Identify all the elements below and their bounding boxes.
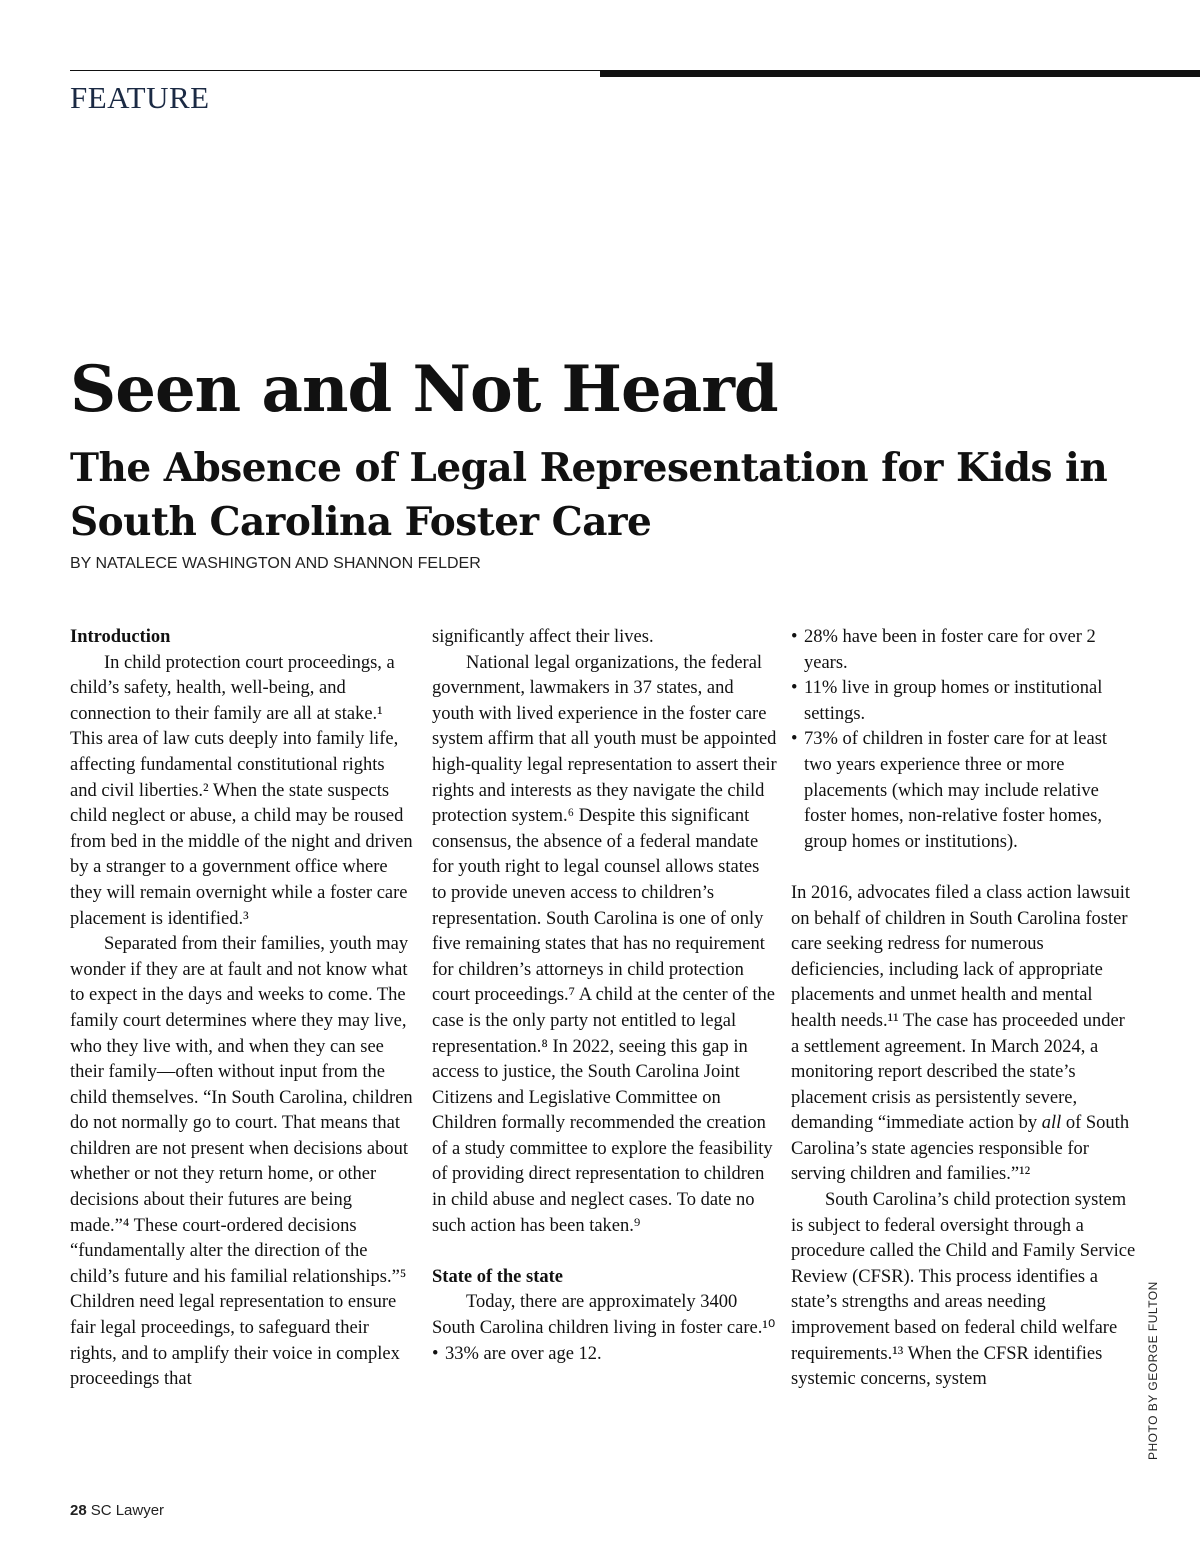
list-item: • 33% are over age 12. — [432, 1342, 777, 1368]
page-footer — [70, 1502, 164, 1519]
paragraph: National legal organizations, the federal government, lawmakers in 37 states, and youth with lived experience in the foster care system affirm that all youth must be appointed high-quality legal representation to assert their rights and interests as they navigate the child protection system.⁶ Despite this significant consensus, the absence of a federal mandate for youth right to legal counsel allows states to provide uneven access to children’s representation. South Carolina is one of only five remaining states that has no requirement for children’s attorneys in child protection court proceedings.⁷ A child at the center of the case is the only party not entitled to legal representation.⁸ In 2022, seeing this gap in access to justice, the South Carolina Joint Citizens and Legislative Committee on Children formally recommended the creation of a study committee to explore the feasibility of providing direct representation to children in child abuse and neglect cases. To date no such action has been taken.⁹ — [432, 652, 777, 1236]
paragraph: Separated from their families, youth may wonder if they are at fault and not know what to expect in the days and weeks to come. The family court determines where they may live, who they live with, and when they can see their family—often without input from the child themselves. “In South Carolina, children do not normally go to court. That means that children are not present when decisions about whether or not they return home, or other decisions about their futures are being made.”⁴ These court-ordered decisions “fundamentally alter the direction of the child’s future and his familial relationships.”⁵ Children need legal representation to ensure fair legal proceedings, to safeguard their rights, and to amplify their voice in complex proceedings that — [70, 934, 413, 1390]
paragraph-text: In 2016, advocates filed a class action lawsuit on behalf of children in South Carolina foster care seeking redress for numerous deficiencies, including lack of appropriate placements and unmet health and mental health needs.¹¹ The case has proceeded under a settlement agreement. In March 2024, a monitoring report described the state’s placement crisis as persistently severe, demanding “immediate action by — [791, 882, 1131, 1134]
emphasis: all — [1041, 1113, 1062, 1134]
paragraph: Today, there are approximately 3400 South Carolina children living in foster care.¹⁰ — [432, 1292, 776, 1339]
statistics-list — [432, 1342, 777, 1368]
byline: BY NATALECE WASHINGTON AND SHANNON FELDER — [70, 555, 481, 572]
list-item: • 11% live in group homes or institutional settings. — [791, 676, 1136, 727]
column-1 — [70, 625, 415, 1393]
page-number: 28 — [70, 1502, 87, 1519]
section-label: FEATURE — [70, 80, 210, 115]
article-title: Seen and Not Heard — [70, 352, 778, 427]
statistics-list-continued — [791, 625, 1136, 855]
heading-introduction: Introduction — [70, 627, 171, 647]
photo-credit: PHOTO BY GEORGE FULTON — [1146, 1281, 1160, 1460]
list-item: • 28% have been in foster care for over 2 years. — [791, 625, 1136, 676]
paragraph: significantly affect their lives. — [432, 627, 654, 647]
list-item: • 73% of children in foster care for at least two years experience three or more placements (which may include relative foster homes, non-relative foster homes, group homes or institutions). — [791, 727, 1136, 855]
column-2 — [432, 625, 777, 1367]
paragraph: In child protection court proceedings, a child’s safety, health, well-being, and connection to their family are all at stake.¹ This area of law cuts deeply into family life, affecting fundamental constitutional rights and civil liberties.² When the state suspects child neglect or abuse, a child may be roused from bed in the middle of the night and driven by a stranger to a government office where they will remain overnight while a foster care placement is identified.³ — [70, 652, 413, 929]
header-rule-thick — [600, 70, 1200, 77]
paragraph — [791, 881, 1136, 1188]
publication-name: SC Lawyer — [90, 1502, 165, 1519]
paragraph: South Carolina’s child protection system is subject to federal oversight through a procedure called the Child and Family Service Review (CFSR). This process identifies a state’s strengths and areas needing improvement based on federal child welfare requirements.¹³ When the CFSR identifies systemic concerns, system — [791, 1190, 1136, 1390]
column-3 — [791, 625, 1136, 1393]
paragraph-text: of South Carolina’s state agencies responsible for serving children and families.”¹² — [791, 1113, 1130, 1185]
article-subtitle: The Absence of Legal Representation for Kids in South Carolina Foster Care — [70, 445, 1108, 545]
heading-state-of-the-state: State of the state — [432, 1266, 563, 1287]
